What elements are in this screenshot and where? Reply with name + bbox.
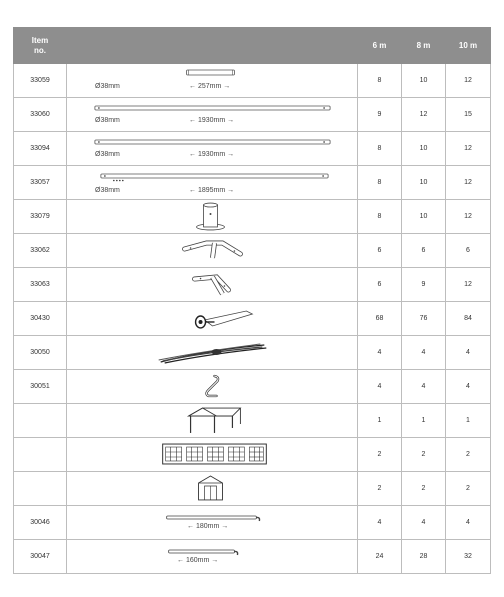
qty-10m: 84: [446, 302, 491, 336]
table-row: [14, 234, 491, 268]
qty-6m: 8: [358, 64, 402, 98]
roof-canopy-icon: [67, 404, 357, 437]
header-item-line1: Item: [31, 35, 49, 45]
qty-6m: 24: [358, 540, 402, 574]
qty-10m: 4: [446, 336, 491, 370]
long-pole-icon: [67, 132, 357, 165]
qty-8m: 6: [402, 234, 446, 268]
qty-6m: 4: [358, 336, 402, 370]
foot-plate-icon: [67, 200, 357, 233]
qty-8m: 4: [402, 370, 446, 404]
item-no: 30046: [14, 506, 67, 540]
qty-6m: 2: [358, 438, 402, 472]
header-item-line2: no.: [34, 45, 46, 55]
diameter-label: Ø38mm: [95, 187, 120, 194]
item-no: [14, 472, 67, 506]
qty-8m: 28: [402, 540, 446, 574]
qty-8m: 4: [402, 336, 446, 370]
length-label: ← 180mm →: [187, 523, 229, 530]
header-item-no: [14, 28, 67, 64]
drawing-cell: [67, 506, 358, 540]
qty-6m: 6: [358, 234, 402, 268]
diameter-label: Ø38mm: [95, 83, 120, 90]
drawing-cell: [67, 200, 358, 234]
table-row: [14, 132, 491, 166]
header-10m: 10 m: [446, 28, 491, 64]
table-row: [14, 472, 491, 506]
qty-8m: 12: [402, 98, 446, 132]
item-no: 30430: [14, 302, 67, 336]
three-way-connector-icon: [67, 234, 357, 267]
drawing-cell: [67, 234, 358, 268]
qty-10m: 12: [446, 132, 491, 166]
drawing-cell: [67, 166, 358, 200]
table-row: [14, 64, 491, 98]
item-no: 30051: [14, 370, 67, 404]
qty-6m: 4: [358, 370, 402, 404]
item-no: 30050: [14, 336, 67, 370]
qty-8m: 1: [402, 404, 446, 438]
qty-8m: 10: [402, 200, 446, 234]
header-6m: 6 m: [358, 28, 402, 64]
qty-8m: 10: [402, 64, 446, 98]
length-label: ← 257mm →: [189, 83, 231, 90]
table-row: [14, 404, 491, 438]
drawing-cell: [67, 268, 358, 302]
qty-10m: 15: [446, 98, 491, 132]
drawing-cell: [67, 404, 358, 438]
table-row: [14, 268, 491, 302]
corner-connector-icon: [67, 268, 357, 301]
item-no: 33094: [14, 132, 67, 166]
qty-6m: 8: [358, 166, 402, 200]
qty-8m: 4: [402, 506, 446, 540]
length-label: ← 1930mm →: [189, 151, 235, 158]
item-no: 30047: [14, 540, 67, 574]
drawing-cell: [67, 540, 358, 574]
window-sidewall-icon: [67, 438, 357, 471]
table-row: [14, 506, 491, 540]
qty-6m: 2: [358, 472, 402, 506]
drawing-cell: [67, 132, 358, 166]
qty-8m: 76: [402, 302, 446, 336]
qty-8m: 2: [402, 472, 446, 506]
item-no: 33059: [14, 64, 67, 98]
qty-6m: 8: [358, 132, 402, 166]
item-no: [14, 438, 67, 472]
header-row: [14, 28, 491, 64]
drawing-cell: [67, 98, 358, 132]
drawing-cell: [67, 438, 358, 472]
table-row: [14, 336, 491, 370]
item-no: 33063: [14, 268, 67, 302]
item-no: 33060: [14, 98, 67, 132]
drawing-cell: [67, 472, 358, 506]
tent-peg-icon: [67, 370, 357, 403]
drawing-cell: [67, 64, 358, 98]
qty-10m: 12: [446, 166, 491, 200]
length-label: ← 160mm →: [177, 557, 219, 564]
qty-6m: 8: [358, 200, 402, 234]
qty-10m: 32: [446, 540, 491, 574]
qty-10m: 6: [446, 234, 491, 268]
qty-10m: 12: [446, 200, 491, 234]
qty-10m: 2: [446, 472, 491, 506]
qty-8m: 9: [402, 268, 446, 302]
rope-bundle-icon: [67, 336, 357, 369]
length-label: ← 1895mm →: [189, 187, 235, 194]
qty-10m: 2: [446, 438, 491, 472]
drawing-cell: [67, 302, 358, 336]
table-row: [14, 540, 491, 574]
qty-6m: 6: [358, 268, 402, 302]
item-no: [14, 404, 67, 438]
diameter-label: Ø38mm: [95, 151, 120, 158]
parts-table: [13, 27, 491, 574]
door-wall-icon: [67, 472, 357, 505]
table-row: [14, 438, 491, 472]
drawing-cell: [67, 370, 358, 404]
long-pole-holes-icon: [67, 166, 357, 199]
short-pole-icon: [67, 64, 357, 97]
header-8m: 8 m: [402, 28, 446, 64]
table-row: [14, 98, 491, 132]
qty-6m: 68: [358, 302, 402, 336]
table-row: [14, 302, 491, 336]
item-no: 33062: [14, 234, 67, 268]
table-row: [14, 370, 491, 404]
qty-10m: 12: [446, 268, 491, 302]
qty-10m: 1: [446, 404, 491, 438]
drawing-cell: [67, 336, 358, 370]
qty-6m: 4: [358, 506, 402, 540]
long-pole-icon: [67, 98, 357, 131]
header-drawing: [67, 28, 358, 64]
qty-10m: 4: [446, 506, 491, 540]
qty-10m: 4: [446, 370, 491, 404]
table-row: [14, 200, 491, 234]
qty-8m: 10: [402, 132, 446, 166]
qty-10m: 12: [446, 64, 491, 98]
qty-8m: 2: [402, 438, 446, 472]
table-row: [14, 166, 491, 200]
qty-8m: 10: [402, 166, 446, 200]
length-label: ← 1930mm →: [189, 117, 235, 124]
diameter-label: Ø38mm: [95, 117, 120, 124]
qty-6m: 1: [358, 404, 402, 438]
item-no: 33057: [14, 166, 67, 200]
item-no: 33079: [14, 200, 67, 234]
qty-6m: 9: [358, 98, 402, 132]
bungee-loop-icon: [67, 302, 357, 335]
